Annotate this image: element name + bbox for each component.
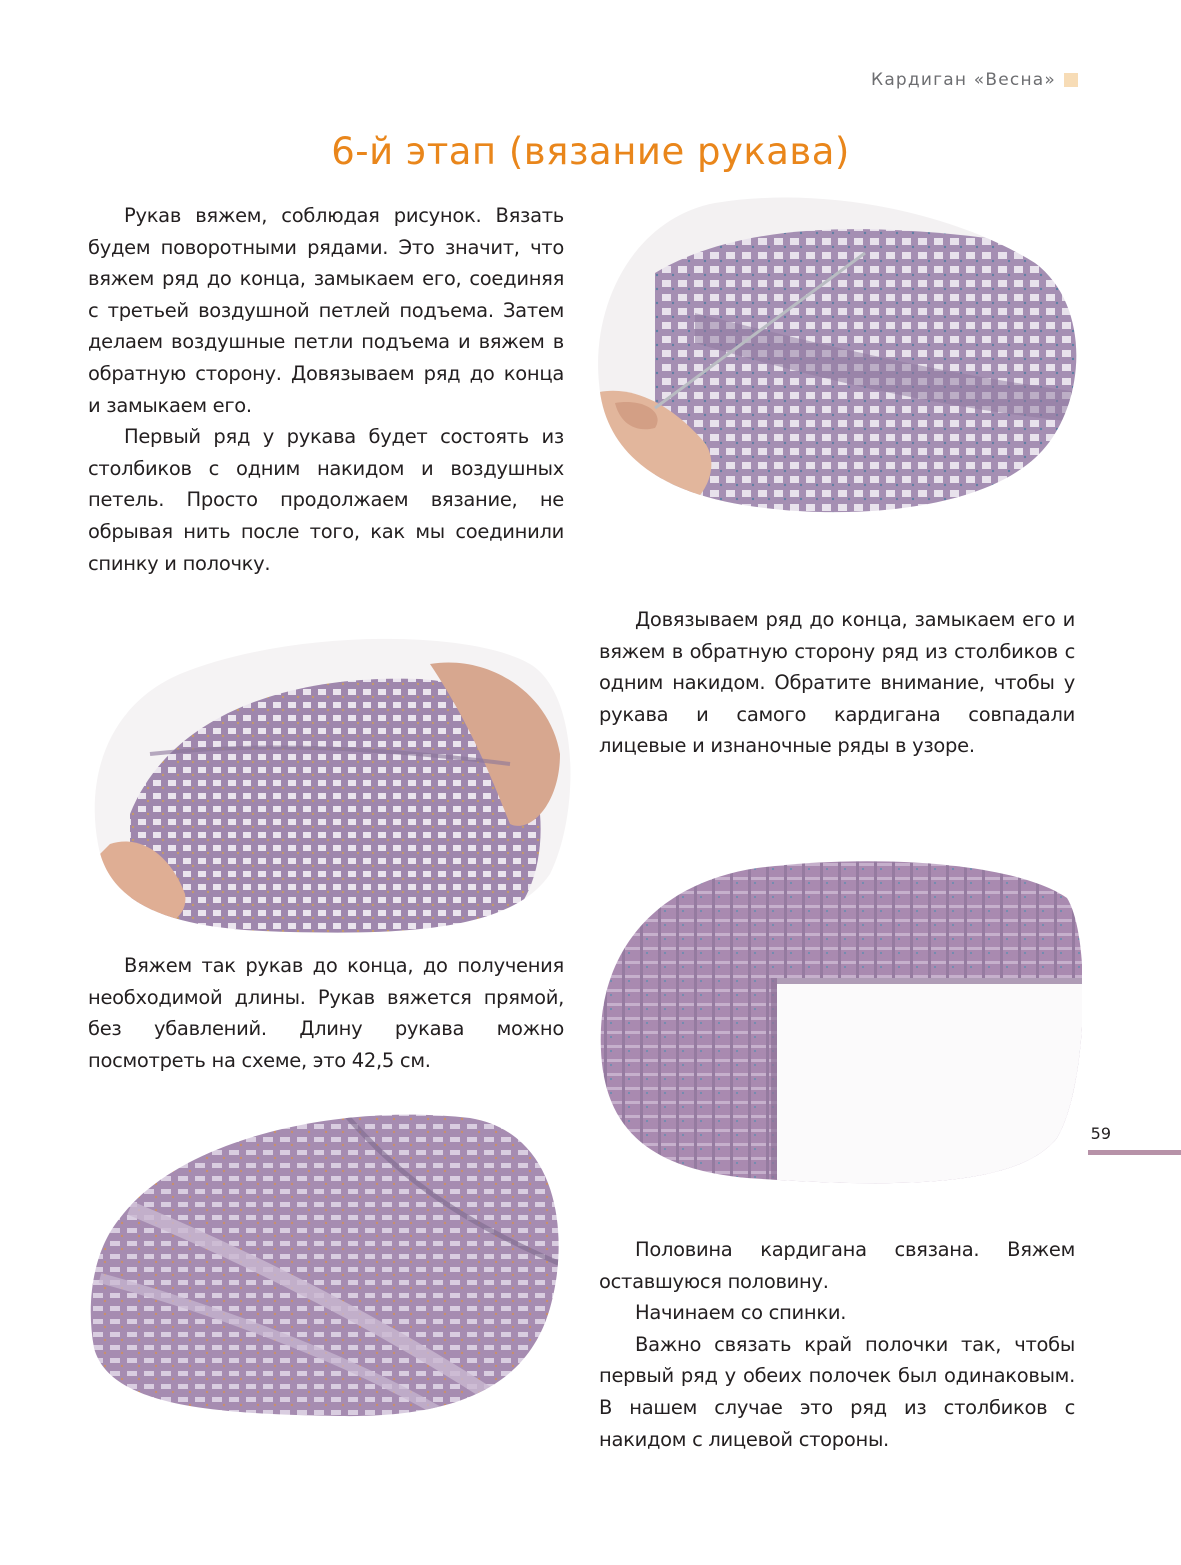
photo-cardigan-half — [90, 1108, 570, 1418]
text-block-4 — [599, 1234, 1075, 1455]
text-block-1 — [88, 200, 564, 579]
photo-hook-crochet — [595, 193, 1085, 518]
paragraph-2: Первый ряд у рукава будет состоять из столбиков с одним накидом и воздушных петель. Просто продолжаем вязание, не обрывая нить после того, как мы соединили спинку и полочку. — [88, 425, 564, 575]
page-number-rule — [1088, 1150, 1181, 1155]
paragraph-1: Рукав вяжем, соблюдая рисунок. Вязать будем поворотными рядами. Это значит, что вяжем ряд до конца, замыкаем его, соединяя с третьей воздушной петлей подъема. Затем делаем воздушные петли подъема и вяжем в обратную сторону. Довязываем ряд до конца и замыкаем его. — [88, 204, 564, 417]
paragraph-6: Начинаем со спинки. — [635, 1301, 847, 1325]
running-head-title: Кардиган «Весна» — [871, 70, 1056, 90]
paragraph-7: Важно связать край полочки так, чтобы первый ряд у обеих полочек был одинаковым. В нашем случае это ряд из столбиков с накидом с лицевой стороны. — [599, 1332, 1075, 1451]
text-block-2 — [599, 604, 1075, 762]
text-block-3 — [88, 950, 564, 1076]
paragraph-4: Вяжем так рукав до конца, до получения необходимой длины. Рукав вяжется прямой, без убавлений. Длину рукава можно посмотреть на схеме, это 42,5 см. — [88, 954, 564, 1072]
photo-hands-lace — [90, 634, 575, 934]
photo-sleeve-corner — [597, 858, 1082, 1188]
paragraph-3: Довязываем ряд до конца, замыкаем его и вяжем в обратную сторону ряд из столбиков с одним накидом. Обратите внимание, чтобы у рукава и самого кардигана совпадали лицевые и изнаночные ряды в узоре. — [599, 608, 1075, 758]
running-head — [871, 70, 1078, 90]
paragraph-5: Половина кардигана связана. Вяжем оставшуюся половину. — [599, 1238, 1075, 1293]
running-head-square-icon — [1064, 73, 1078, 87]
section-title: 6-й этап (вязание рукава) — [331, 130, 850, 173]
page-number: 59 — [1090, 1124, 1111, 1143]
